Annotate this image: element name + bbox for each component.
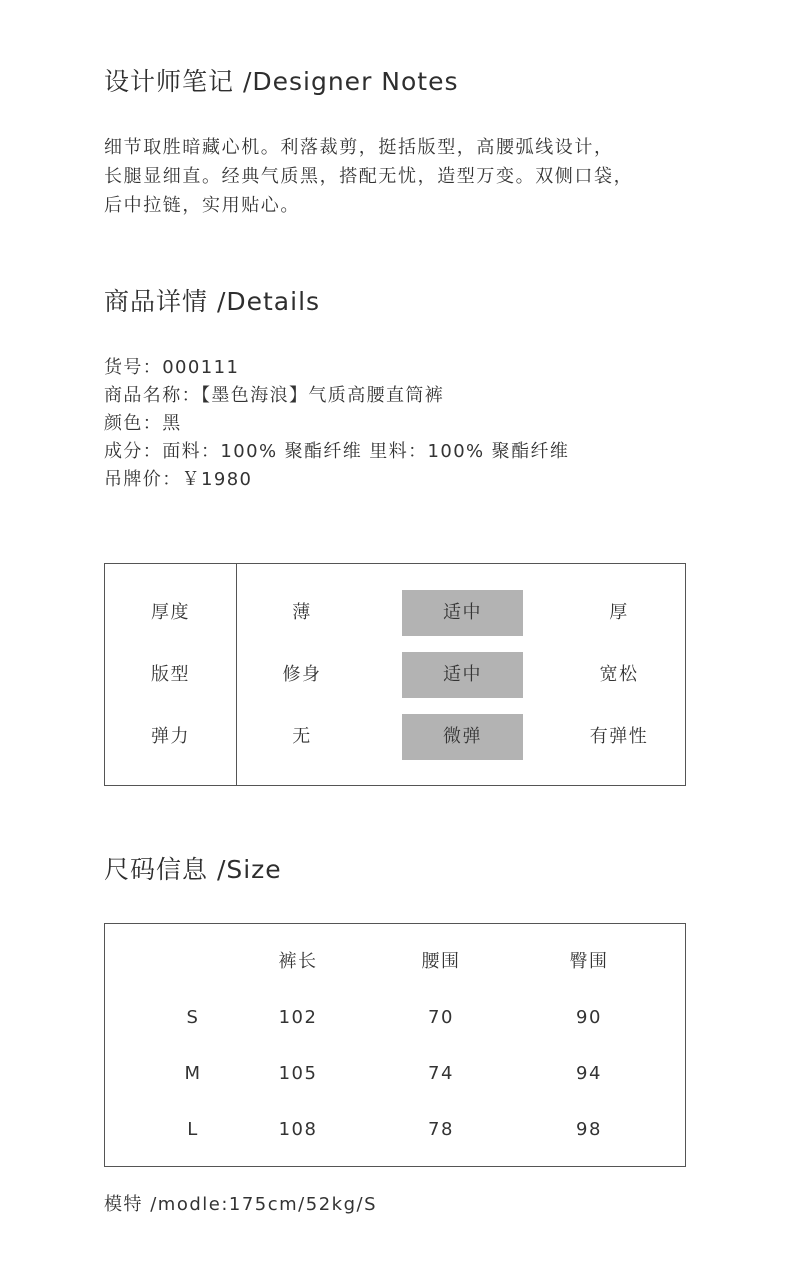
size-cell: 105 [278, 1063, 318, 1084]
size-cell: 94 [576, 1063, 602, 1084]
designer-notes-line: 长腿显细直。经典气质黑，搭配无忧，造型万变。双侧口袋， [104, 166, 634, 187]
details-list [104, 354, 569, 494]
attribute-option: 宽松 [599, 664, 639, 685]
detail-product-name: 商品名称：【墨色海浪】气质高腰直筒裤 [104, 385, 445, 406]
attribute-label: 版型 [151, 664, 190, 685]
size-cell: 90 [576, 1007, 602, 1028]
designer-notes-text [104, 133, 633, 220]
attribute-option: 薄 [292, 602, 312, 623]
size-header-cell: 裤长 [278, 951, 318, 972]
model-note: 模特 /modle:175cm/52kg/S [104, 1194, 377, 1215]
size-cell: M [184, 1063, 202, 1084]
size-cell: 74 [428, 1063, 454, 1084]
size-header-cell: 臀围 [569, 951, 609, 972]
size-cell: 102 [278, 1007, 318, 1028]
attribute-row-elasticity [105, 714, 685, 760]
attribute-option: 无 [292, 726, 312, 747]
attribute-option: 适中 [402, 590, 523, 636]
detail-tag-price: 吊牌价：￥1980 [104, 469, 253, 490]
designer-notes-title: 设计师笔记 /Designer Notes [104, 67, 459, 96]
attribute-option: 有弹性 [589, 726, 649, 747]
detail-color: 颜色：黑 [104, 413, 182, 434]
size-table [104, 923, 686, 1167]
size-cell: 98 [576, 1119, 602, 1140]
attribute-option: 微弹 [402, 714, 523, 760]
size-header-cell [143, 947, 243, 977]
size-cell: 78 [428, 1119, 454, 1140]
attribute-label: 弹力 [151, 726, 190, 747]
attribute-table [104, 563, 686, 786]
attribute-option: 厚 [609, 602, 629, 623]
detail-composition: 成分：面料：100% 聚酯纤维 里料：100% 聚酯纤维 [104, 441, 570, 462]
detail-sku: 货号：000111 [104, 357, 240, 378]
size-cell: S [186, 1007, 200, 1028]
size-cell: 70 [428, 1007, 454, 1028]
size-cell: 108 [278, 1119, 318, 1140]
designer-notes-line: 后中拉链，实用贴心。 [104, 195, 300, 216]
attribute-option: 适中 [402, 652, 523, 698]
designer-notes-line: 细节取胜暗藏心机。利落裁剪，挺括版型，高腰弧线设计， [104, 137, 614, 158]
size-cell: L [187, 1119, 199, 1140]
attribute-row-fit [105, 652, 685, 698]
details-title: 商品详情 /Details [104, 287, 321, 316]
size-header-cell: 腰围 [421, 951, 461, 972]
size-title: 尺码信息 /Size [104, 855, 282, 884]
attribute-row-thickness [105, 590, 685, 636]
attribute-label: 厚度 [151, 602, 190, 623]
attribute-option: 修身 [282, 664, 322, 685]
